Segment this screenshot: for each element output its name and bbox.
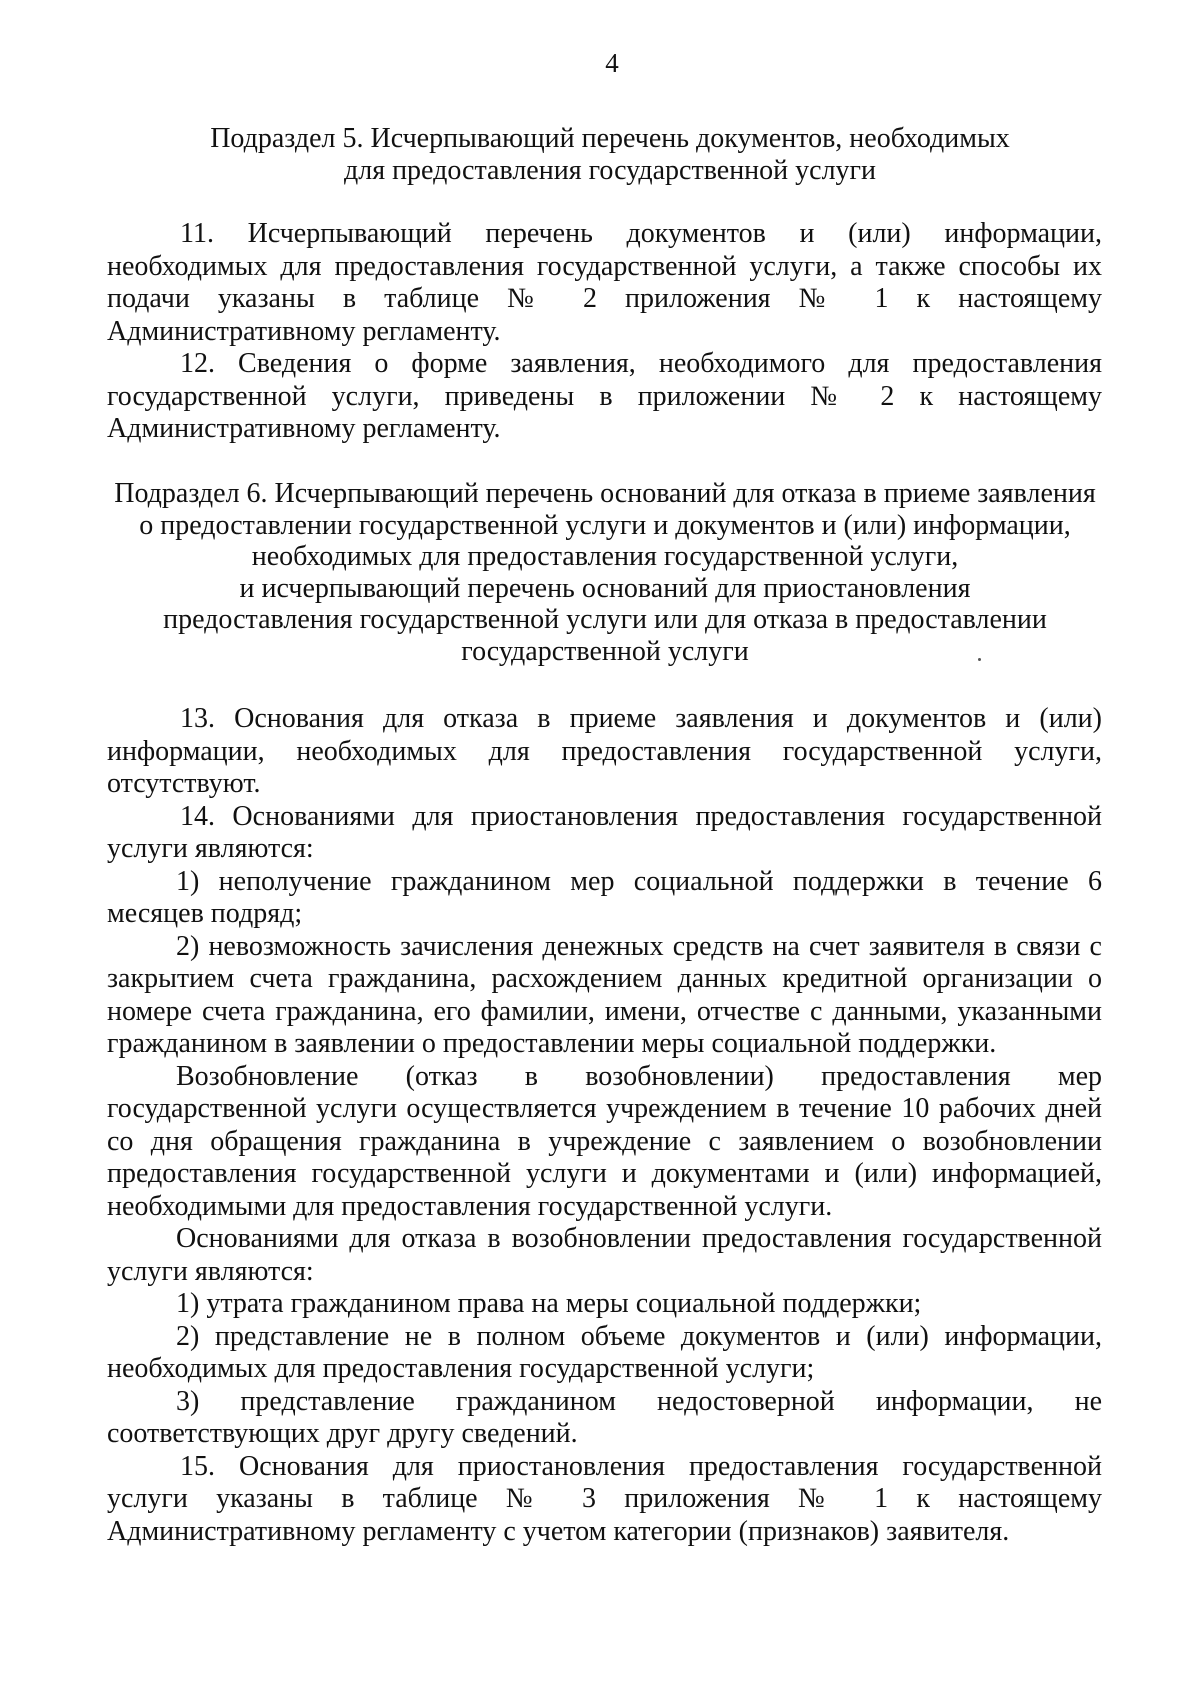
subsection-6-body (107, 703, 1102, 1548)
paragraph-14: 14. Основаниями для приостановления предоставления государственной услуги являются: (107, 800, 1102, 864)
suspension-ground-2: 2) невозможность зачисления денежных средств на счет заявителя в связи с закрытием счета гражданина, расхождением данных кредитной организации о номере счета гражданина, его фамилии, имени, отчестве с данными, указанными гражданином в заявлении о предоставлении меры социальной поддержки. (107, 930, 1102, 1059)
subsection-6-title-line: необходимых для предоставления государственной услуги, (251, 541, 959, 572)
suspension-ground-1: 1) неполучение гражданином мер социальной поддержки в течение 6 месяцев подряд; (107, 865, 1102, 929)
subsection-6-title-line: государственной услуги (461, 635, 749, 667)
page-number: 4 (605, 48, 619, 78)
paragraph-15: 15. Основания для приостановления предоставления государственной услуги указаны в таблице № 3 приложения № 1 к настоящему Административному регламенту с учетом категории (признаков) заявителя. (107, 1450, 1102, 1547)
refusal-resumption-intro: Основаниями для отказа в возобновлении предоставления государственной услуги являются: (107, 1223, 1102, 1287)
paragraph-11: 11. Исчерпывающий перечень документов и (или) информации, необходимых для предоставления государственной услуги, а также способы их подачи указаны в таблице № 2 приложения № 1 к настоящему Административному регламенту. (107, 218, 1102, 347)
paragraph-12: 12. Сведения о форме заявления, необходимого для предоставления государственной услуги, приведены в приложении № 2 к настоящему Административному регламенту. (107, 348, 1102, 444)
subsection-6-title (105, 478, 1105, 667)
subsection-6-title-line: о предоставлении государственной услуги и документов и (или) информации, (139, 509, 1071, 541)
paragraph-13: 13. Основания для отказа в приеме заявления и документов и (или) информации, необходимых для предоставления государственной услуги, отсутствуют. (107, 703, 1102, 799)
scan-speck (978, 658, 981, 661)
subsection-6-title-line: предоставления государственной услуги или для отказа в предоставлении (163, 604, 1047, 635)
subsection-6-title-line: Подраздел 6. Исчерпывающий перечень оснований для отказа в приеме заявления (114, 478, 1096, 509)
refusal-ground-1: 1) утрата гражданином права на меры социальной поддержки; (176, 1288, 922, 1319)
refusal-ground-3: 3) представление гражданином недостоверной информации, не соответствующих друг другу сведений. (107, 1385, 1102, 1449)
subsection-5-title-line: Подраздел 5. Исчерпывающий перечень документов, необходимых (210, 123, 1010, 154)
subsection-5-body (107, 218, 1102, 446)
refusal-ground-2: 2) представление не в полном объеме документов и (или) информации, необходимых для предоставления государственной услуги; (107, 1320, 1102, 1384)
subsection-5-title (120, 123, 1100, 186)
subsection-6-title-line: и исчерпывающий перечень оснований для приостановления (239, 572, 971, 604)
subsection-5-title-line: для предоставления государственной услуги (343, 154, 877, 186)
resumption-paragraph: Возобновление (отказ в возобновлении) предоставления мер государственной услуги осуществляется учреждением в течение 10 рабочих дней со дня обращения гражданина в учреждение с заявлением о возобновлении предоставления государственной услуги и документами и (или) информацией, необходимыми для предоставления государственной услуги. (107, 1060, 1102, 1222)
